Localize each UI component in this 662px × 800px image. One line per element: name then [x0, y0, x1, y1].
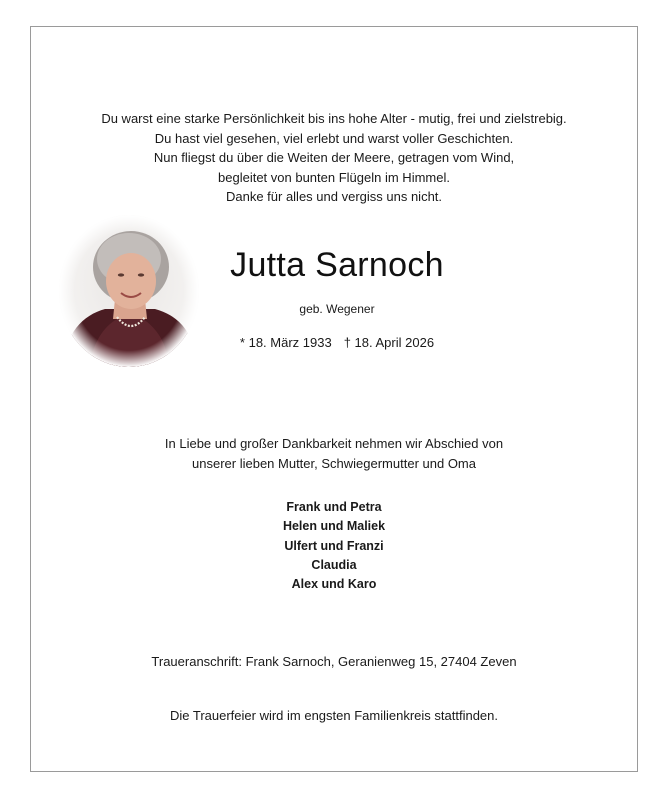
birth-date: * 18. März 1933	[239, 335, 332, 350]
farewell-text	[31, 434, 637, 474]
mourner: Ulfert und Franzi	[284, 538, 384, 553]
mourner: Claudia	[311, 557, 357, 572]
birth-name: geb. Wegener	[299, 302, 375, 316]
obituary-card	[30, 26, 638, 772]
mourners-list	[31, 498, 637, 594]
portrait-photo	[59, 215, 199, 367]
ceremony-note: Die Trauerfeier wird im engsten Familienkreis stattfinden.	[169, 708, 499, 723]
poem-line: begleitet von bunten Flügeln im Himmel.	[218, 169, 450, 185]
life-dates	[217, 334, 457, 352]
farewell-line: unserer lieben Mutter, Schwiegermutter und Oma	[192, 456, 476, 471]
mourner: Frank und Petra	[286, 500, 382, 514]
mourner: Alex und Karo	[291, 577, 377, 592]
deceased-name: Jutta Sarnoch	[230, 246, 444, 284]
mourning-address: Traueranschrift: Frank Sarnoch, Geranienweg 15, 27404 Zeven	[151, 654, 517, 669]
poem-line: Danke für alles und vergiss uns nicht.	[225, 189, 443, 204]
mourner: Helen und Maliek	[282, 519, 386, 534]
death-date: † 18. April 2026	[343, 335, 435, 350]
poem-line: Du hast viel gesehen, viel erlebt und warst voller Geschichten.	[154, 130, 514, 146]
poem-line: Nun fliegst du über die Weiten der Meere, getragen vom Wind,	[153, 150, 515, 165]
farewell-line: In Liebe und großer Dankbarkeit nehmen wir Abschied von	[164, 436, 504, 451]
poem-line: Du warst eine starke Persönlichkeit bis ins hohe Alter - mutig, frei und zielstrebig.	[101, 111, 567, 126]
memorial-poem	[31, 109, 637, 207]
